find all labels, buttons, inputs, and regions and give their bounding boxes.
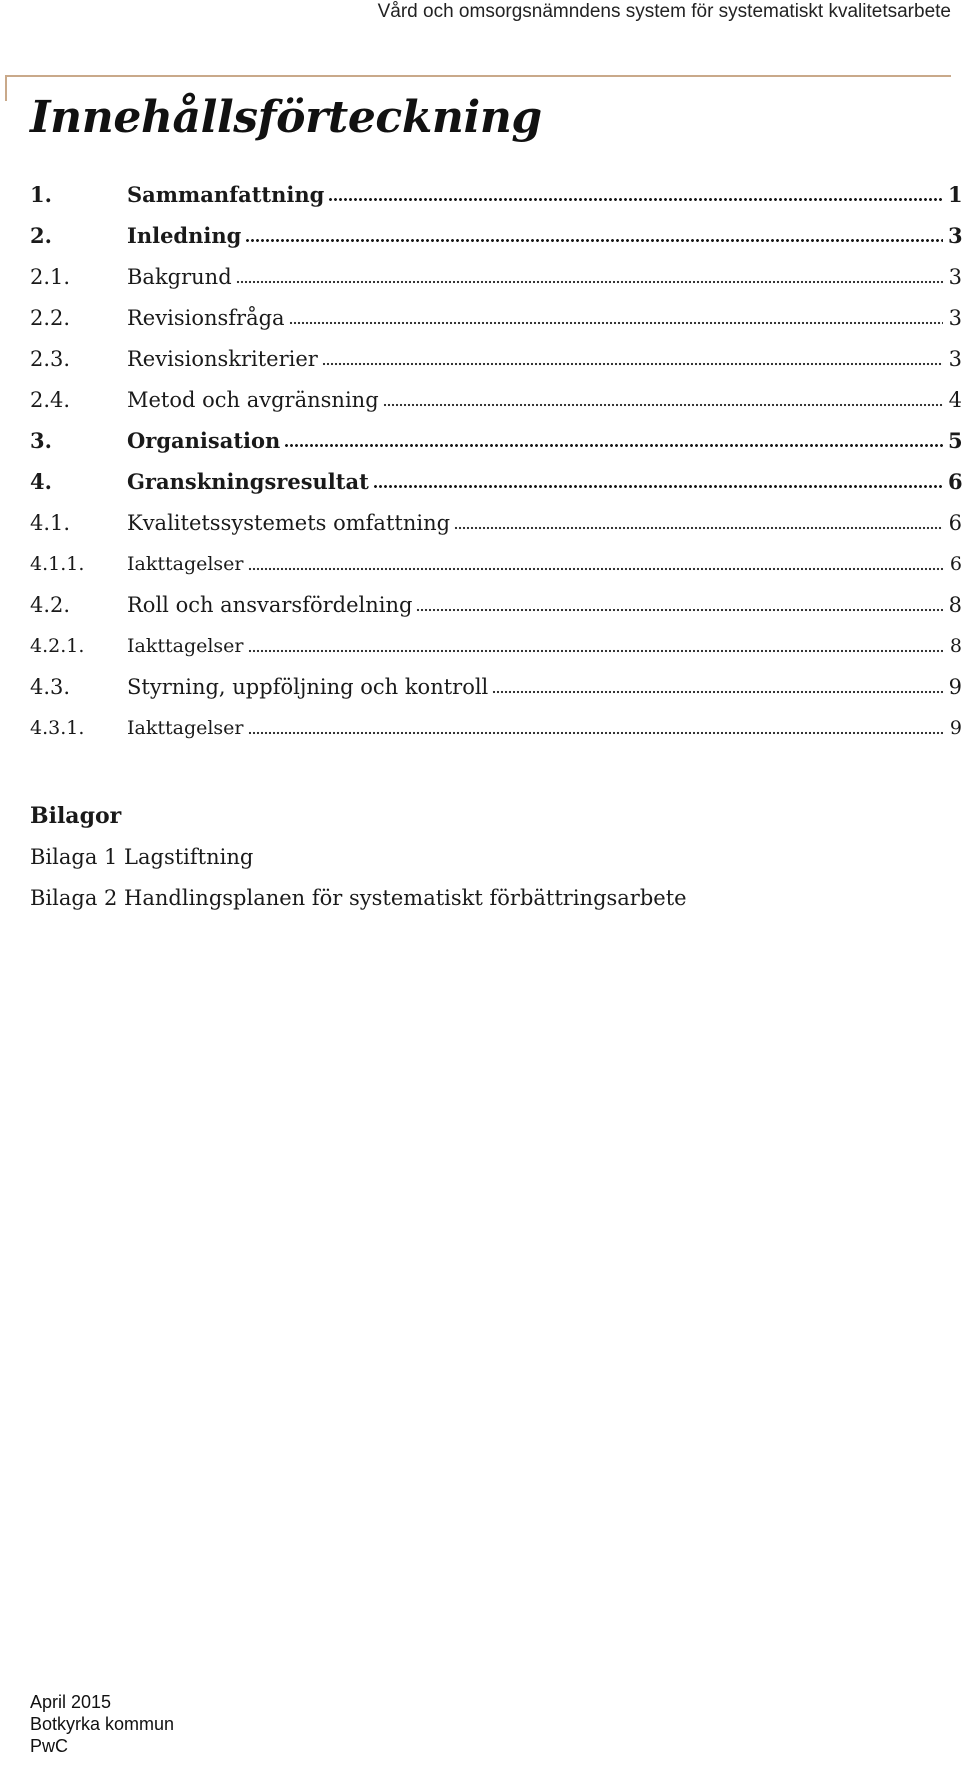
toc-entry-number: 4.2.1. — [30, 634, 85, 657]
toc-entry-styrning-uppfoljning-och-kontroll[interactable] — [30, 666, 962, 707]
toc-entry-label: Inledning — [127, 223, 242, 248]
footer-date: April 2015 — [30, 1692, 112, 1712]
toc-entry-number: 4. — [30, 469, 52, 494]
toc-entry-page: 3 — [948, 264, 962, 289]
toc-entry-page: 9 — [948, 674, 962, 699]
toc-dot-leader — [245, 233, 943, 243]
toc-entry-label: Revisionsfråga — [127, 305, 285, 330]
toc-entry-number: 2.3. — [30, 346, 71, 371]
toc-entry-page: 6 — [948, 469, 963, 494]
toc-entry-label: Metod och avgränsning — [127, 387, 379, 412]
toc-entry-number: 2.2. — [30, 305, 71, 330]
toc-dot-leader — [322, 356, 943, 366]
toc-entry-label: Revisionskriterier — [127, 346, 318, 371]
toc-entry-metod-och-avgransning[interactable] — [30, 379, 962, 420]
toc-entry-page: 3 — [948, 305, 962, 330]
appendices-section — [30, 796, 687, 919]
toc-dot-leader — [454, 520, 943, 530]
toc-dot-leader — [328, 192, 943, 202]
toc-entry-organisation[interactable] — [30, 420, 962, 461]
toc-entry-number: 2. — [30, 223, 52, 248]
toc-title: Innehållsförteckning — [30, 92, 542, 143]
toc-entry-page: 9 — [949, 716, 962, 739]
toc-dot-leader — [416, 602, 943, 612]
toc-entry-label: Styrning, uppföljning och kontroll — [127, 674, 489, 699]
appendix-item-handlingsplanen: Bilaga 2 Handlingsplanen för systematiskt förbättringsarbete — [30, 886, 687, 910]
running-header-title: Vård och omsorgsnämndens system för systematiskt kvalitetsarbete — [377, 1, 951, 22]
toc-entry-number: 4.1.1. — [30, 552, 85, 575]
toc-entry-iakttagelser-4-3-1[interactable] — [30, 707, 962, 748]
toc-entry-label: Iakttagelser — [127, 552, 244, 575]
appendices-heading: Bilagor — [30, 803, 122, 829]
toc-entry-label: Bakgrund — [127, 264, 232, 289]
toc-dot-leader — [289, 315, 943, 325]
toc-entry-label: Roll och ansvarsfördelning — [127, 592, 413, 617]
toc-entry-page: 6 — [948, 510, 962, 535]
toc-entry-roll-och-ansvarsfordelning[interactable] — [30, 584, 962, 625]
toc-entry-bakgrund[interactable] — [30, 256, 962, 297]
toc-dot-leader — [284, 438, 943, 448]
toc-entry-number: 1. — [30, 182, 52, 207]
toc-entry-page: 1 — [948, 182, 963, 207]
toc-entry-page: 4 — [948, 387, 962, 412]
toc-entry-label: Granskningsresultat — [127, 469, 369, 494]
toc-dot-leader — [248, 643, 943, 653]
toc-entry-revisionsfraga[interactable] — [30, 297, 962, 338]
toc-dot-leader — [373, 479, 943, 489]
toc-entry-page: 5 — [948, 428, 963, 453]
footer-organization: Botkyrka kommun — [30, 1714, 175, 1734]
toc-entry-iakttagelser-4-1-1[interactable] — [30, 543, 962, 584]
toc-entry-revisionskriterier[interactable] — [30, 338, 962, 379]
toc-entry-granskningsresultat[interactable] — [30, 461, 962, 502]
toc-dot-leader — [248, 725, 943, 735]
toc-dot-leader — [236, 274, 943, 284]
toc-entry-sammanfattning[interactable] — [30, 174, 962, 215]
toc-dot-leader — [383, 397, 943, 407]
footer-firm: PwC — [30, 1736, 69, 1756]
table-of-contents — [30, 174, 962, 748]
toc-entry-page: 8 — [949, 634, 962, 657]
toc-entry-page: 6 — [949, 552, 962, 575]
toc-entry-label: Kvalitetssystemets omfattning — [127, 510, 451, 535]
toc-entry-label: Sammanfattning — [127, 182, 325, 207]
toc-entry-inledning[interactable] — [30, 215, 962, 256]
toc-entry-number: 4.2. — [30, 592, 71, 617]
toc-dot-leader — [492, 684, 943, 694]
toc-entry-label: Iakttagelser — [127, 716, 244, 739]
toc-entry-label: Iakttagelser — [127, 634, 244, 657]
toc-entry-number: 4.3. — [30, 674, 71, 699]
toc-dot-leader — [248, 561, 943, 571]
header-rule — [5, 75, 951, 77]
toc-entry-iakttagelser-4-2-1[interactable] — [30, 625, 962, 666]
page-footer — [30, 1691, 174, 1757]
header-rule-corner — [5, 75, 7, 101]
toc-entry-number: 2.1. — [30, 264, 71, 289]
toc-entry-page: 3 — [948, 223, 963, 248]
toc-entry-number: 4.3.1. — [30, 716, 85, 739]
toc-entry-page: 3 — [948, 346, 962, 371]
toc-entry-number: 4.1. — [30, 510, 71, 535]
toc-entry-label: Organisation — [127, 428, 281, 453]
toc-entry-number: 2.4. — [30, 387, 71, 412]
toc-entry-number: 3. — [30, 428, 52, 453]
toc-entry-page: 8 — [948, 592, 962, 617]
appendix-item-lagstiftning: Bilaga 1 Lagstiftning — [30, 845, 254, 869]
toc-entry-kvalitetssystemets-omfattning[interactable] — [30, 502, 962, 543]
